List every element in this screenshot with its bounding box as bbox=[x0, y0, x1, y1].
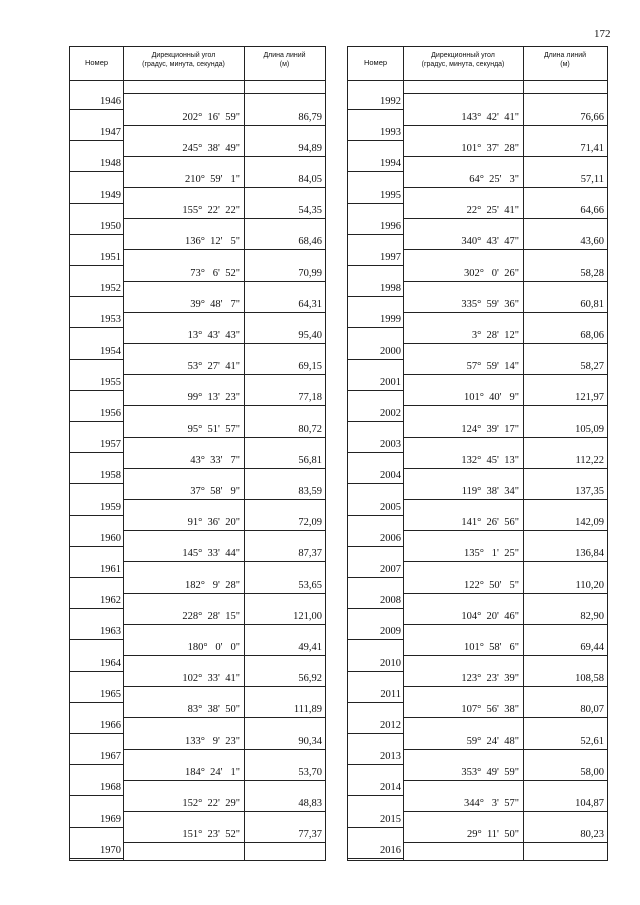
point-number: 2012 bbox=[380, 720, 401, 731]
direction-angle: 151° 23' 52" bbox=[182, 829, 240, 841]
line-length: 76,66 bbox=[580, 111, 604, 123]
row-separator bbox=[123, 593, 325, 594]
direction-angle: 29° 11' 50" bbox=[467, 829, 519, 841]
point-number: 1993 bbox=[380, 127, 401, 139]
row-separator bbox=[70, 577, 123, 578]
direction-angle: 101° 58' 6" bbox=[463, 641, 519, 653]
row-separator bbox=[70, 764, 123, 765]
row-separator bbox=[70, 452, 123, 453]
row-separator bbox=[70, 639, 123, 640]
row-separator bbox=[348, 764, 403, 765]
point-number: 1948 bbox=[100, 158, 121, 170]
line-length: 77,37 bbox=[298, 829, 322, 841]
point-number: 1956 bbox=[100, 408, 121, 419]
direction-angle: 95° 51' 57" bbox=[187, 423, 240, 435]
direction-angle: 344° 3' 57" bbox=[463, 797, 519, 809]
line-length: 142,09 bbox=[575, 517, 604, 529]
point-number: 1955 bbox=[100, 376, 121, 388]
row-separator bbox=[123, 655, 325, 656]
row-separator bbox=[403, 499, 607, 500]
row-separator bbox=[403, 249, 607, 250]
row-separator bbox=[123, 717, 325, 718]
row-separator bbox=[348, 171, 403, 172]
direction-angle: 210° 59' 1" bbox=[184, 173, 240, 185]
row-separator bbox=[348, 639, 403, 640]
point-number: 1954 bbox=[100, 345, 121, 357]
row-separator bbox=[70, 171, 123, 172]
header-number: Номер bbox=[363, 58, 388, 67]
direction-angle: 101° 37' 28" bbox=[461, 142, 519, 154]
header-angle-line2: (градус, минута, секунда) bbox=[142, 61, 225, 68]
point-number: 2003 bbox=[380, 439, 401, 451]
row-separator bbox=[123, 187, 325, 188]
row-separator bbox=[403, 811, 607, 812]
line-length: 68,06 bbox=[580, 329, 604, 341]
line-length: 56,81 bbox=[298, 454, 322, 466]
coordinates-table-left bbox=[69, 46, 326, 861]
row-separator bbox=[348, 515, 403, 516]
point-number: 1970 bbox=[100, 844, 121, 856]
row-separator bbox=[123, 374, 325, 375]
line-length: 68,46 bbox=[298, 236, 322, 248]
direction-angle: 91° 36' 20" bbox=[187, 517, 240, 529]
row-separator bbox=[123, 749, 325, 750]
row-separator bbox=[123, 125, 325, 126]
point-number: 1967 bbox=[100, 751, 121, 763]
point-number: 2006 bbox=[380, 532, 401, 544]
row-separator bbox=[403, 281, 607, 282]
direction-angle: 119° 38' 34" bbox=[461, 485, 519, 497]
line-length: 71,41 bbox=[580, 142, 604, 154]
row-separator bbox=[70, 203, 123, 204]
row-separator bbox=[403, 156, 607, 157]
row-separator bbox=[348, 608, 403, 609]
header-angle-line1: Дирекционный угол bbox=[431, 52, 495, 59]
direction-angle: 145° 33' 44" bbox=[182, 548, 240, 560]
point-number: 2013 bbox=[380, 751, 401, 763]
header-length-line2: (м) bbox=[279, 61, 290, 68]
line-length: 121,00 bbox=[293, 610, 322, 622]
direction-angle: 123° 23' 39" bbox=[461, 673, 519, 685]
point-number: 1960 bbox=[100, 532, 121, 544]
point-number: 1965 bbox=[100, 688, 121, 700]
point-number: 2001 bbox=[380, 376, 401, 388]
point-number: 1999 bbox=[380, 314, 401, 326]
row-separator bbox=[403, 686, 607, 687]
point-number: 1994 bbox=[380, 158, 401, 170]
header-length bbox=[244, 51, 325, 69]
row-separator bbox=[123, 468, 325, 469]
line-length: 53,70 bbox=[298, 766, 322, 778]
row-separator bbox=[403, 343, 607, 344]
row-separator bbox=[403, 374, 607, 375]
point-number: 2014 bbox=[380, 782, 401, 794]
direction-angle: 64° 25' 3" bbox=[469, 173, 519, 185]
row-separator bbox=[70, 390, 123, 391]
point-number: 2015 bbox=[380, 813, 401, 825]
direction-angle: 182° 9' 28" bbox=[184, 579, 240, 591]
row-separator bbox=[403, 125, 607, 126]
row-separator bbox=[403, 437, 607, 438]
row-separator bbox=[123, 343, 325, 344]
direction-angle: 132° 45' 13" bbox=[461, 454, 519, 466]
row-separator bbox=[403, 780, 607, 781]
point-number: 1959 bbox=[100, 501, 121, 513]
direction-angle: 99° 13' 23" bbox=[187, 392, 240, 404]
row-separator bbox=[348, 109, 403, 110]
line-length: 86,79 bbox=[298, 111, 322, 123]
row-separator bbox=[348, 795, 403, 796]
row-separator bbox=[70, 296, 123, 297]
line-length: 94,89 bbox=[298, 142, 322, 154]
row-separator bbox=[348, 702, 403, 703]
direction-angle: 155° 22' 22" bbox=[182, 205, 240, 217]
point-number: 1958 bbox=[100, 470, 121, 482]
direction-angle: 245° 38' 49" bbox=[182, 142, 240, 154]
row-separator bbox=[70, 265, 123, 266]
row-separator bbox=[70, 858, 123, 859]
header-length-line1: Длина линий bbox=[543, 52, 587, 59]
row-separator bbox=[123, 561, 325, 562]
point-number: 2007 bbox=[380, 564, 401, 575]
header-gap-line bbox=[123, 93, 325, 94]
direction-angle: 133° 9' 23" bbox=[184, 735, 240, 747]
point-number: 1995 bbox=[380, 189, 401, 201]
line-length: 137,35 bbox=[575, 485, 604, 497]
row-separator bbox=[348, 390, 403, 391]
point-number: 1996 bbox=[380, 220, 401, 232]
point-number: 1961 bbox=[100, 564, 121, 575]
row-separator bbox=[403, 405, 607, 406]
row-separator bbox=[70, 733, 123, 734]
row-separator bbox=[348, 421, 403, 422]
row-separator bbox=[403, 842, 607, 843]
direction-angle: 22° 25' 41" bbox=[466, 205, 519, 217]
point-number: 1963 bbox=[100, 626, 121, 638]
row-separator bbox=[403, 655, 607, 656]
line-length: 121,97 bbox=[575, 392, 604, 404]
line-length: 87,37 bbox=[298, 548, 322, 560]
row-separator bbox=[348, 858, 403, 859]
row-separator bbox=[70, 327, 123, 328]
point-number: 1952 bbox=[100, 283, 121, 295]
line-length: 69,44 bbox=[580, 641, 604, 653]
row-separator bbox=[348, 577, 403, 578]
point-number: 2016 bbox=[380, 844, 401, 856]
point-number: 2008 bbox=[380, 595, 401, 607]
page-number: 172 bbox=[594, 28, 611, 40]
header-angle-line2: (градус, минута, секунда) bbox=[421, 61, 505, 68]
point-number: 1949 bbox=[100, 189, 121, 201]
line-length: 69,15 bbox=[298, 361, 322, 373]
direction-angle: 143° 42' 41" bbox=[461, 111, 519, 123]
line-length: 108,58 bbox=[575, 673, 604, 685]
row-separator bbox=[403, 624, 607, 625]
row-separator bbox=[403, 749, 607, 750]
direction-angle: 102° 33' 41" bbox=[182, 673, 240, 685]
line-length: 58,00 bbox=[580, 766, 604, 778]
direction-angle: 135° 1' 25" bbox=[463, 548, 519, 560]
header-number: Номер bbox=[84, 58, 109, 67]
row-separator bbox=[403, 312, 607, 313]
line-length: 70,99 bbox=[298, 267, 322, 279]
row-separator bbox=[403, 530, 607, 531]
line-length: 82,90 bbox=[580, 610, 604, 622]
row-separator bbox=[70, 671, 123, 672]
row-separator bbox=[123, 437, 325, 438]
row-separator bbox=[348, 234, 403, 235]
direction-angle: 59° 24' 48" bbox=[466, 735, 519, 747]
point-number: 2009 bbox=[380, 626, 401, 638]
line-length: 58,28 bbox=[580, 267, 604, 279]
line-length: 60,81 bbox=[580, 298, 604, 310]
row-separator bbox=[70, 702, 123, 703]
direction-angle: 152° 22' 29" bbox=[182, 797, 240, 809]
point-number: 1992 bbox=[380, 96, 401, 107]
point-number: 1950 bbox=[100, 220, 121, 232]
row-separator bbox=[403, 593, 607, 594]
row-separator bbox=[70, 546, 123, 547]
row-separator bbox=[123, 624, 325, 625]
direction-angle: 101° 40' 9" bbox=[463, 392, 519, 404]
direction-angle: 83° 38' 50" bbox=[187, 704, 240, 716]
point-number: 1953 bbox=[100, 314, 121, 326]
line-length: 80,23 bbox=[580, 829, 604, 841]
line-length: 58,27 bbox=[580, 361, 604, 373]
row-separator bbox=[123, 281, 325, 282]
row-separator bbox=[348, 546, 403, 547]
row-separator bbox=[348, 265, 403, 266]
line-length: 105,09 bbox=[575, 423, 604, 435]
header-angle bbox=[403, 51, 523, 69]
row-separator bbox=[70, 421, 123, 422]
point-number: 1966 bbox=[100, 720, 121, 731]
line-length: 48,83 bbox=[298, 797, 322, 809]
point-number: 1947 bbox=[100, 127, 121, 139]
direction-angle: 122° 50' 5" bbox=[463, 579, 519, 591]
row-separator bbox=[348, 359, 403, 360]
line-length: 95,40 bbox=[298, 329, 322, 341]
direction-angle: 228° 28' 15" bbox=[182, 610, 240, 622]
line-length: 111,89 bbox=[293, 704, 322, 716]
direction-angle: 43° 33' 7" bbox=[190, 454, 240, 466]
direction-angle: 3° 28' 12" bbox=[471, 329, 519, 341]
point-number: 1951 bbox=[100, 252, 121, 263]
row-separator bbox=[123, 312, 325, 313]
point-number: 2002 bbox=[380, 408, 401, 419]
header-length-line2: (м) bbox=[560, 61, 570, 68]
point-number: 2004 bbox=[380, 470, 401, 482]
point-number: 2000 bbox=[380, 345, 401, 357]
point-number: 1962 bbox=[100, 595, 121, 607]
row-separator bbox=[123, 156, 325, 157]
row-separator bbox=[70, 234, 123, 235]
row-separator bbox=[403, 717, 607, 718]
row-separator bbox=[123, 530, 325, 531]
row-separator bbox=[403, 187, 607, 188]
line-length: 49,41 bbox=[298, 641, 322, 653]
direction-angle: 13° 43' 43" bbox=[187, 329, 240, 341]
line-length: 72,09 bbox=[298, 517, 322, 529]
header-angle-line1: Дирекционный угол bbox=[151, 52, 216, 59]
direction-angle: 340° 43' 47" bbox=[461, 236, 519, 248]
row-separator bbox=[348, 140, 403, 141]
line-length: 112,22 bbox=[575, 454, 604, 466]
row-separator bbox=[348, 327, 403, 328]
row-separator bbox=[70, 827, 123, 828]
line-length: 56,92 bbox=[298, 673, 322, 685]
line-length: 54,35 bbox=[298, 205, 322, 217]
header-separator bbox=[348, 80, 607, 81]
row-separator bbox=[123, 218, 325, 219]
direction-angle: 107° 56' 38" bbox=[461, 704, 519, 716]
direction-angle: 353° 49' 59" bbox=[461, 766, 519, 778]
direction-angle: 39° 48' 7" bbox=[190, 298, 240, 310]
coordinates-table-right bbox=[347, 46, 608, 861]
point-number: 1969 bbox=[100, 813, 121, 825]
point-number: 2005 bbox=[380, 501, 401, 513]
row-separator bbox=[123, 499, 325, 500]
header-length bbox=[523, 51, 607, 69]
direction-angle: 73° 6' 52" bbox=[190, 267, 240, 279]
point-number: 1997 bbox=[380, 252, 401, 263]
direction-angle: 53° 27' 41" bbox=[187, 361, 240, 373]
direction-angle: 141° 26' 56" bbox=[461, 517, 519, 529]
row-separator bbox=[123, 780, 325, 781]
row-separator bbox=[70, 515, 123, 516]
line-length: 80,07 bbox=[580, 704, 604, 716]
row-separator bbox=[70, 109, 123, 110]
direction-angle: 57° 59' 14" bbox=[466, 361, 519, 373]
row-separator bbox=[348, 452, 403, 453]
row-separator bbox=[348, 483, 403, 484]
line-length: 43,60 bbox=[580, 236, 604, 248]
row-separator bbox=[348, 296, 403, 297]
line-length: 77,18 bbox=[298, 392, 322, 404]
row-separator bbox=[348, 733, 403, 734]
direction-angle: 180° 0' 0" bbox=[187, 641, 240, 653]
row-separator bbox=[70, 140, 123, 141]
header-angle bbox=[123, 51, 244, 69]
direction-angle: 202° 16' 59" bbox=[182, 111, 240, 123]
direction-angle: 136° 12' 5" bbox=[184, 236, 240, 248]
direction-angle: 104° 20' 46" bbox=[461, 610, 519, 622]
direction-angle: 184° 24' 1" bbox=[184, 766, 240, 778]
point-number: 2010 bbox=[380, 657, 401, 669]
header-separator bbox=[70, 80, 325, 81]
row-separator bbox=[70, 483, 123, 484]
line-length: 90,34 bbox=[298, 735, 322, 747]
point-number: 1964 bbox=[100, 657, 121, 669]
row-separator bbox=[123, 405, 325, 406]
row-separator bbox=[123, 811, 325, 812]
point-number: 1968 bbox=[100, 782, 121, 794]
line-length: 53,65 bbox=[298, 579, 322, 591]
row-separator bbox=[70, 795, 123, 796]
point-number: 1946 bbox=[100, 96, 121, 107]
direction-angle: 302° 0' 26" bbox=[463, 267, 519, 279]
line-length: 83,59 bbox=[298, 485, 322, 497]
line-length: 80,72 bbox=[298, 423, 322, 435]
direction-angle: 37° 58' 9" bbox=[190, 485, 240, 497]
line-length: 64,66 bbox=[580, 205, 604, 217]
row-separator bbox=[403, 468, 607, 469]
point-number: 1998 bbox=[380, 283, 401, 295]
row-separator bbox=[123, 686, 325, 687]
line-length: 64,31 bbox=[298, 298, 322, 310]
line-length: 104,87 bbox=[575, 797, 604, 809]
line-length: 52,61 bbox=[580, 735, 604, 747]
line-length: 110,20 bbox=[575, 579, 604, 591]
row-separator bbox=[348, 671, 403, 672]
line-length: 84,05 bbox=[298, 173, 322, 185]
direction-angle: 335° 59' 36" bbox=[461, 298, 519, 310]
header-gap-line bbox=[403, 93, 607, 94]
row-separator bbox=[70, 359, 123, 360]
row-separator bbox=[123, 842, 325, 843]
line-length: 136,84 bbox=[575, 548, 604, 560]
row-separator bbox=[348, 827, 403, 828]
row-separator bbox=[70, 608, 123, 609]
row-separator bbox=[403, 561, 607, 562]
header-length-line1: Длина линий bbox=[263, 52, 306, 59]
row-separator bbox=[123, 249, 325, 250]
row-separator bbox=[348, 203, 403, 204]
point-number: 1957 bbox=[100, 439, 121, 451]
direction-angle: 124° 39' 17" bbox=[461, 423, 519, 435]
row-separator bbox=[403, 218, 607, 219]
point-number: 2011 bbox=[380, 688, 401, 700]
line-length: 57,11 bbox=[580, 173, 604, 185]
